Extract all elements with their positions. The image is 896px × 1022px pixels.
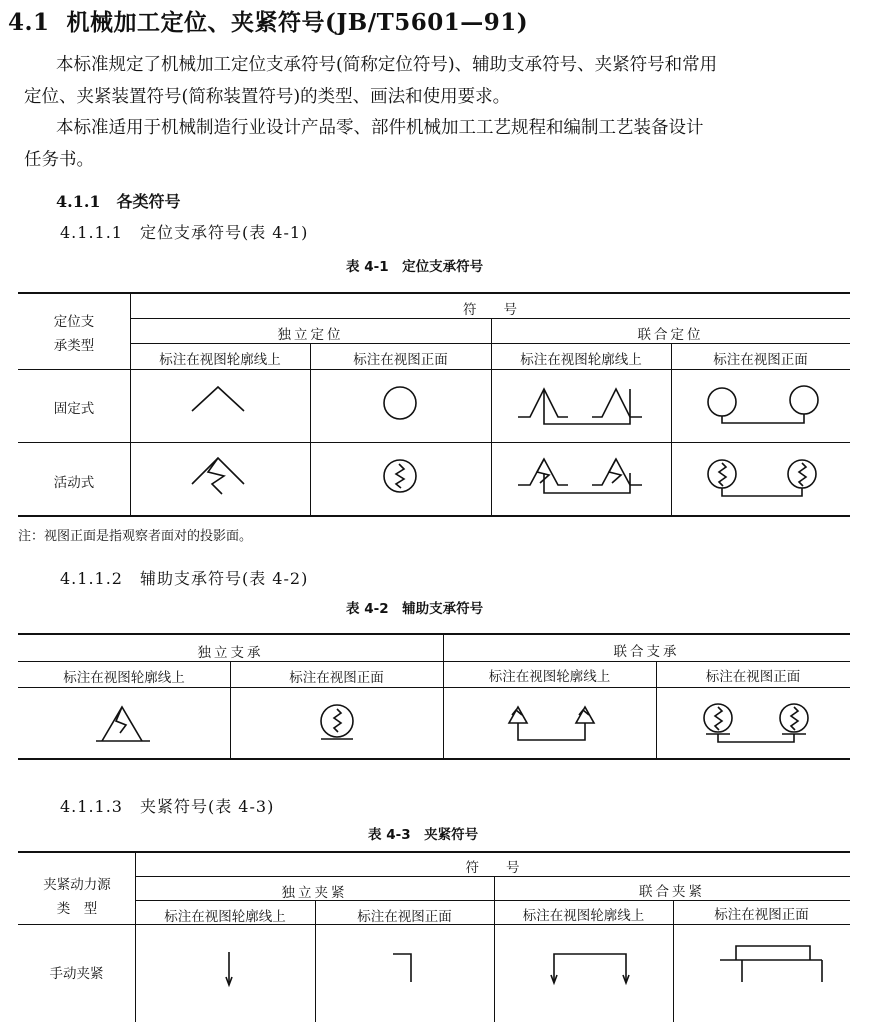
table1-col-outline-joint: 标注在视图轮廓线上	[520, 352, 642, 368]
clamp-front-icon	[390, 950, 420, 990]
table1-col-front: 标注在视图正面	[353, 352, 448, 368]
aux-support-joint-outline-icon	[503, 702, 603, 748]
table2-col-outline: 标注在视图轮廓线上	[63, 670, 185, 686]
table3-col-outline-joint: 标注在视图轮廓线上	[522, 908, 645, 924]
table3-col-front-joint: 标注在视图正面	[714, 907, 809, 923]
table2-col-front-joint: 标注在视图正面	[705, 669, 801, 685]
table2-caption: 表 4-2 辅助支承符号	[346, 601, 484, 617]
table3-col-outline: 标注在视图轮廓线上	[164, 909, 286, 925]
table3-caption: 表 4-3 夹紧符号	[368, 827, 479, 843]
clamp-joint-outline-icon	[548, 948, 638, 988]
section-heading	[8, 4, 528, 37]
table1-row-fixed: 固定式	[53, 401, 95, 417]
table3-corner-line2: 类 型	[56, 901, 98, 917]
movable-support-front-icon	[381, 457, 421, 497]
section-title: 机械加工定位、夹紧符号(JB/T5601—91)	[66, 9, 529, 36]
table3-group-joint: 联合夹紧	[639, 884, 705, 900]
movable-support-outline-icon	[190, 454, 250, 496]
table2-col-outline-joint: 标注在视图轮廓线上	[488, 669, 611, 685]
clamp-outline-icon	[222, 950, 238, 990]
table2-group-independent: 独立支承	[197, 645, 264, 661]
table3-symbol-header: 符 号	[465, 860, 520, 876]
para1-line2: 定位、夹紧装置符号(简称装置符号)的类型、画法和使用要求。	[24, 87, 511, 107]
table1-caption: 表 4-1 定位支承符号	[346, 259, 484, 275]
table2-col-front: 标注在视图正面	[289, 670, 384, 686]
table1-col-outline: 标注在视图轮廓线上	[159, 352, 281, 368]
table1-corner-line1: 定位支	[53, 314, 95, 330]
para1-line1: 本标准规定了机械加工定位支承符号(简称定位符号)、辅助支承符号、夹紧符号和常用	[56, 55, 718, 75]
fixed-support-outline-icon	[190, 384, 250, 414]
subsubsection-heading-1: 4.1.1.1 定位支承符号(表 4-1)	[60, 223, 309, 242]
para2-line2: 任务书。	[24, 150, 94, 170]
section-number: 4.1	[8, 9, 50, 36]
table1-note: 注：视图正面是指观察者面对的投影面。	[18, 529, 253, 544]
table3-row-manual: 手动夹紧	[49, 966, 104, 982]
fixed-support-joint-front-icon	[706, 383, 836, 433]
aux-support-front-icon	[317, 701, 361, 745]
table1-group-joint: 联合定位	[637, 327, 704, 343]
aux-support-joint-front-icon	[702, 700, 822, 750]
table3-col-front: 标注在视图正面	[357, 909, 452, 925]
fixed-support-joint-outline-icon	[516, 384, 656, 430]
table1-col-front-joint: 标注在视图正面	[713, 352, 808, 368]
subsubsection-heading-2: 4.1.1.2 辅助支承符号(表 4-2)	[60, 569, 309, 588]
movable-support-joint-front-icon	[706, 455, 836, 505]
clamp-joint-front-icon	[718, 942, 834, 992]
table1-corner-line2: 承类型	[53, 338, 95, 354]
subsection-heading: 4.1.1 各类符号	[56, 192, 181, 211]
fixed-support-front-icon	[381, 384, 421, 424]
subsubsection-heading-3: 4.1.1.3 夹紧符号(表 4-3)	[60, 797, 275, 816]
aux-support-outline-icon	[94, 703, 154, 745]
table3-corner-line1: 夹紧动力源	[43, 877, 111, 893]
table1-row-movable: 活动式	[53, 475, 95, 491]
table3-group-independent: 独立夹紧	[281, 885, 348, 901]
table1-symbol-header: 符 号	[463, 302, 517, 318]
table1-group-independent: 独立定位	[277, 327, 344, 343]
para2-line1: 本标准适用于机械制造行业设计产品零、部件机械加工工艺规程和编制工艺装备设计	[56, 118, 704, 138]
table2-group-joint: 联合支承	[613, 644, 680, 660]
movable-support-joint-outline-icon	[516, 455, 656, 501]
